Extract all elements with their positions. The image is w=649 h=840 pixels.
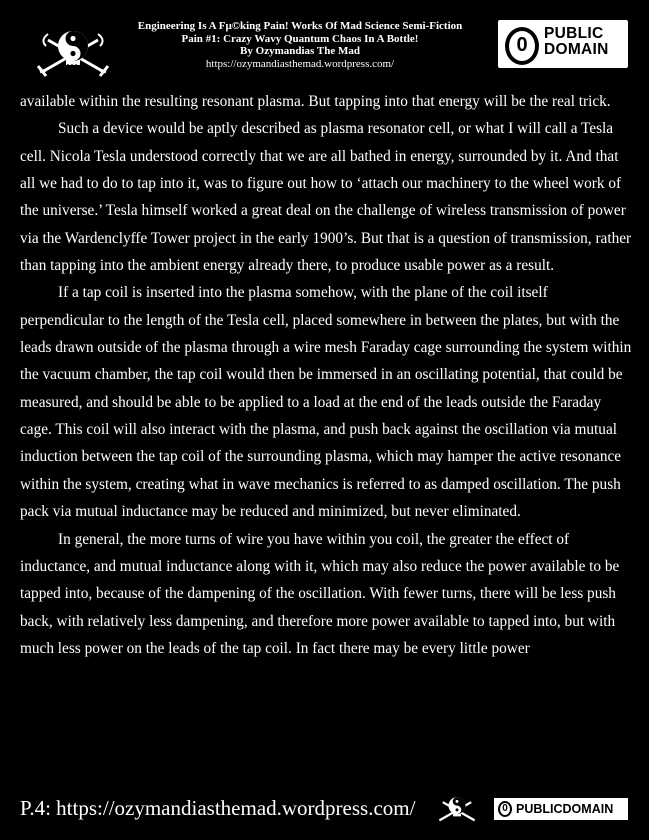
paragraph: In general, the more turns of wire you have within you coil, the greater the effect of inductance, and mutual inductance along with it, which may also reduce the power available to be tapped into, because of the dampening of the oscillation. With fewer turns, there will be less push back, with relatively less dampening, and therefore more power available to tapped into, but with much less power on the leads of the tap coil. In fact there may be every little power [20,530,620,657]
page-footer [0,780,649,840]
page-header [0,0,649,88]
public-domain-icon: 0 [505,27,539,65]
skull-crossed-swords-icon [36,26,110,78]
series-title: Engineering Is A Fµ©king Pain! Works Of Mad Science Semi-Fiction [137,20,463,32]
public-domain-label [544,26,609,58]
skull-crossed-swords-icon [436,792,478,826]
footer-badge-label: PUBLICDOMAIN [516,802,614,816]
footer-public-domain-badge [494,798,628,820]
paragraph: Such a device would be aptly described as plasma resonator cell, or what I will call a Tesla cell. Nicola Tesla understood correctly that we are all bathed in energy, surrounded by it. And that all we had to do to tap into it, was to figure out how to ‘attach our machinery to the wheel work of the universe.’ Tesla himself worked a great deal on the challenge of wireless transmission of power via the Wardenclyffe Tower project in the early 1900’s. But that is a question of transmission, rather than tapping into the ambient energy already there, to produce usable power as a result. [20,120,632,275]
badge-line-2: DOMAIN [544,41,609,58]
author-line: By Ozymandias The Mad [240,45,360,58]
paragraph: available within the resulting resonant plasma. But tapping into that energy will be the real trick. [20,93,611,110]
public-domain-icon: 0 [498,801,512,817]
book-title: Pain #1: Crazy Wavy Quantum Chaos In A Bottle! [181,32,419,45]
public-domain-badge [498,20,628,68]
page-number-url: P.4: https://ozymandiasthemad.wordpress.com/ [20,796,416,820]
header-title-block [130,20,470,70]
badge-line-1: PUBLIC [544,25,604,42]
header-url[interactable]: https://ozymandiasthemad.wordpress.com/ [205,57,395,70]
page-body [20,88,632,662]
paragraph: If a tap coil is inserted into the plasma somehow, with the plane of the coil itself perpendicular to the length of the Tesla cell, placed somewhere in between the plates, but with the leads drawn outside of the plasma through a wire mesh Faraday cage surrounding the system within the vacuum chamber, the tap coil would then be immersed in an oscillating potential, that could be measured, and should be able to be applied to a load at the end of the leads outside the Faraday cage. This coil will also interact with the plasma, and push back against the oscillation via mutual induction between the tap coil of the surrounding plasma, which may hamper the active resonance within the system, creating what in wave mechanics is referred to as damped oscillation. The push pack via mutual inductance may be reduced and minimized, but never eliminated. [20,284,632,521]
